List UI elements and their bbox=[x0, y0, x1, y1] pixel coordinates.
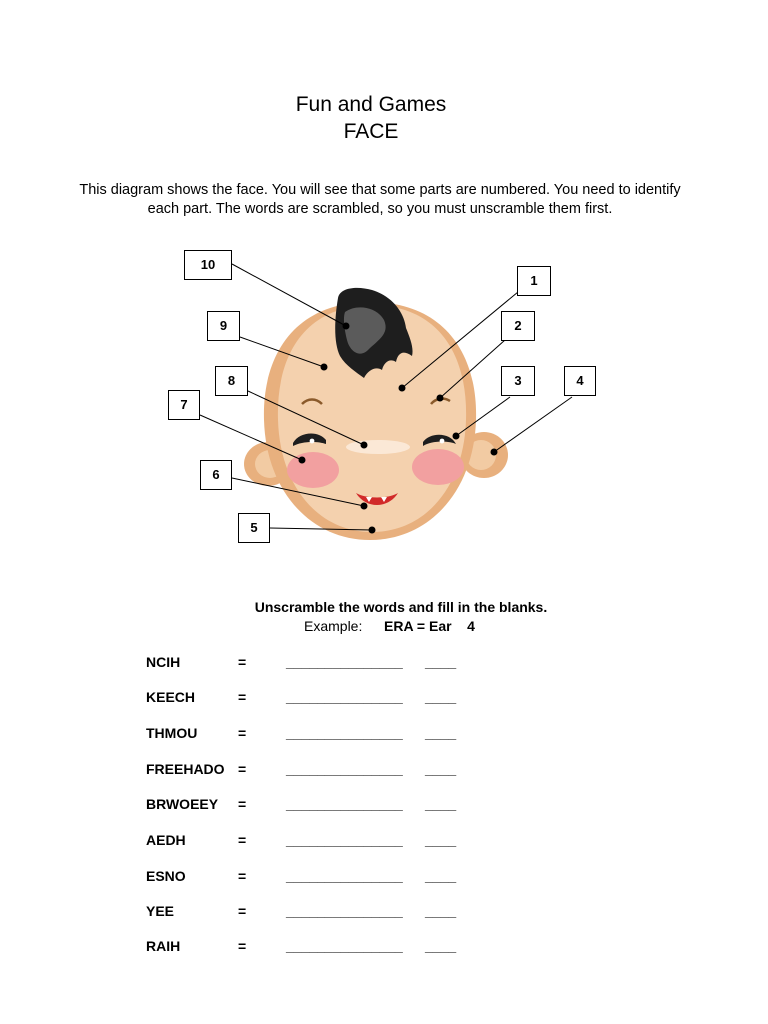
answer-blank[interactable]: _______________ bbox=[286, 796, 403, 812]
answer-blank[interactable]: _______________ bbox=[286, 938, 403, 954]
number-blank[interactable]: ____ bbox=[425, 796, 457, 812]
scrambled-word: NCIH bbox=[146, 654, 181, 670]
scrambled-word: ESNO bbox=[146, 868, 186, 884]
number-blank[interactable]: ____ bbox=[425, 938, 457, 954]
scrambled-word: THMOU bbox=[146, 725, 198, 741]
label-box-3: 3 bbox=[501, 366, 535, 396]
equals-sign: = bbox=[238, 761, 247, 777]
scrambled-word: KEECH bbox=[146, 689, 196, 705]
equals-sign: = bbox=[238, 689, 247, 705]
word-row bbox=[0, 868, 768, 888]
equals-sign: = bbox=[238, 654, 247, 670]
label-box-2: 2 bbox=[501, 311, 535, 341]
word-row bbox=[0, 761, 768, 781]
equals-sign: = bbox=[238, 832, 247, 848]
example-answer: ERA = Ear 4 bbox=[384, 618, 475, 634]
answer-blank[interactable]: _______________ bbox=[286, 832, 403, 848]
scrambled-word: AEDH bbox=[146, 832, 186, 848]
scrambled-word: RAIH bbox=[146, 938, 181, 954]
word-row bbox=[0, 725, 768, 745]
answer-blank[interactable]: _______________ bbox=[286, 654, 403, 670]
page-subtitle: FACE bbox=[343, 120, 399, 143]
number-blank[interactable]: ____ bbox=[425, 903, 457, 919]
word-row bbox=[0, 654, 768, 674]
left-cheek bbox=[287, 452, 339, 488]
label-box-4: 4 bbox=[564, 366, 596, 396]
number-blank[interactable]: ____ bbox=[425, 868, 457, 884]
equals-sign: = bbox=[238, 725, 247, 741]
answer-blank[interactable]: _______________ bbox=[286, 868, 403, 884]
word-row bbox=[0, 903, 768, 923]
equals-sign: = bbox=[238, 868, 247, 884]
word-row bbox=[0, 938, 768, 958]
instructions-heading: Unscramble the words and fill in the blanks. bbox=[254, 599, 548, 615]
number-blank[interactable]: ____ bbox=[425, 654, 457, 670]
intro-line-1: This diagram shows the face. You will see that some parts are numbered. You need to identify bbox=[79, 182, 681, 198]
label-box-6: 6 bbox=[200, 460, 232, 490]
scrambled-word: YEE bbox=[146, 903, 175, 919]
label-box-10: 10 bbox=[184, 250, 232, 280]
label-box-8: 8 bbox=[215, 366, 248, 396]
word-row bbox=[0, 689, 768, 709]
scrambled-word: BRWOEEY bbox=[146, 796, 219, 812]
word-row bbox=[0, 796, 768, 816]
intro-line-2: each part. The words are scrambled, so you must unscramble them first. bbox=[147, 201, 613, 217]
equals-sign: = bbox=[238, 796, 247, 812]
number-blank[interactable]: ____ bbox=[425, 689, 457, 705]
label-box-9: 9 bbox=[207, 311, 240, 341]
equals-sign: = bbox=[238, 938, 247, 954]
label-box-5: 5 bbox=[238, 513, 270, 543]
nose bbox=[346, 440, 410, 454]
answer-blank[interactable]: _______________ bbox=[286, 689, 403, 705]
number-blank[interactable]: ____ bbox=[425, 761, 457, 777]
page-title: Fun and Games bbox=[295, 93, 447, 116]
word-row bbox=[0, 832, 768, 852]
number-blank[interactable]: ____ bbox=[425, 725, 457, 741]
answer-blank[interactable]: _______________ bbox=[286, 761, 403, 777]
answer-blank[interactable]: _______________ bbox=[286, 903, 403, 919]
label-box-7: 7 bbox=[168, 390, 200, 420]
scrambled-word: FREEHADO bbox=[146, 761, 225, 777]
answer-blank[interactable]: _______________ bbox=[286, 725, 403, 741]
label-box-1: 1 bbox=[517, 266, 551, 296]
number-blank[interactable]: ____ bbox=[425, 832, 457, 848]
example-label: Example: bbox=[304, 618, 363, 634]
equals-sign: = bbox=[238, 903, 247, 919]
right-cheek bbox=[412, 449, 464, 485]
